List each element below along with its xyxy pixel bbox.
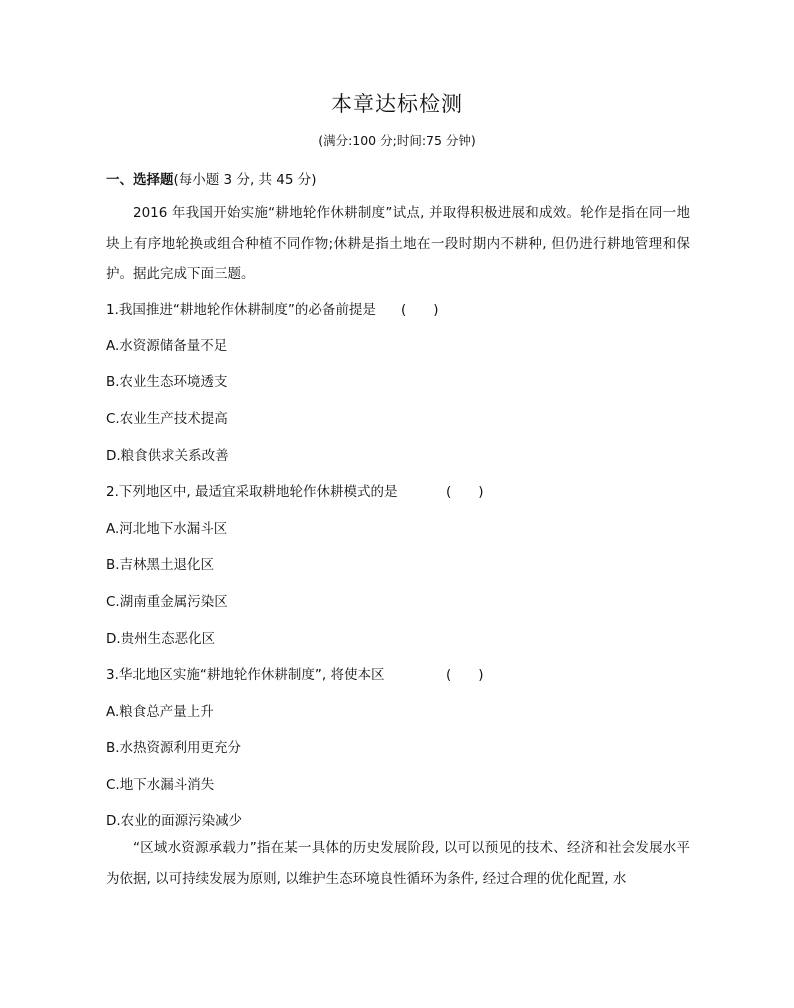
passage-1: 2016 年我国开始实施“耕地轮作休耕制度”试点, 并取得积极进展和成效。轮作是指在同一地块上有序地轮换或组合种植不同作物;休耕是指土地在一段时期内不耕种, 但仍进行耕地管理和保护。据此完成下面三题。 <box>106 205 690 282</box>
question-1-stem: 1.我国推进“耕地轮作休耕制度”的必备前提是 <box>106 302 376 318</box>
question-3-option-c: C.地下水漏斗消失 <box>106 777 215 793</box>
section-label: 一、选择题 <box>106 172 174 188</box>
question-1-option-c: C.农业生产技术提高 <box>106 411 228 427</box>
question-3-option-d: D.农业的面源污染减少 <box>106 813 243 829</box>
question-3-option-b: B.水热资源利用更充分 <box>106 740 242 756</box>
question-3-answer-paren: ( ) <box>446 667 484 683</box>
question-2-option-c: C.湖南重金属污染区 <box>106 594 228 610</box>
section-note: (每小题 3 分, 共 45 分) <box>173 172 317 188</box>
question-2-option-b: B.吉林黑土退化区 <box>106 557 215 573</box>
question-3-stem: 3.华北地区实施“耕地轮作休耕制度”, 将使本区 <box>106 667 385 683</box>
question-1-option-b: B.农业生态环境透支 <box>106 374 228 390</box>
question-3-option-a: A.粮食总产量上升 <box>106 704 214 720</box>
passage-2: “区域水资源承载力”指在某一具体的历史发展阶段, 以可以预见的技术、经济和社会发展水平为依据, 以可持续发展为原则, 以维护生态环境良性循环为条件, 经过合理的优化配置, 水 <box>106 840 690 887</box>
score-time-note: (满分:100 分;时间:75 分钟) <box>318 133 476 148</box>
question-2-stem: 2.下列地区中, 最适宜采取耕地轮作休耕模式的是 <box>106 484 398 500</box>
question-1-option-a: A.水资源储备量不足 <box>106 338 228 354</box>
page-title: 本章达标检测 <box>331 92 463 116</box>
question-2-option-a: A.河北地下水漏斗区 <box>106 521 228 537</box>
question-2-option-d: D.贵州生态恶化区 <box>106 631 216 647</box>
question-2-answer-paren: ( ) <box>446 484 484 500</box>
section-heading <box>106 168 317 188</box>
question-1-option-d: D.粮食供求关系改善 <box>106 448 229 464</box>
question-1-answer-paren: ( ) <box>401 302 439 318</box>
